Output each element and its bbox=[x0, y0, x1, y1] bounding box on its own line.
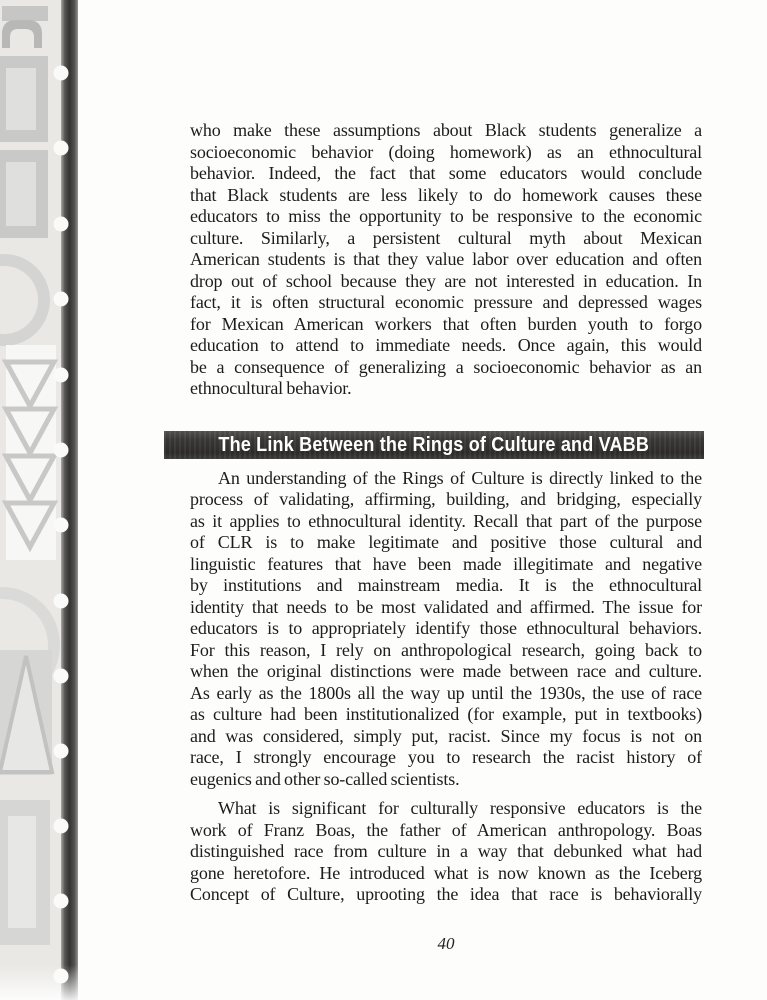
text-line: What is significant for culturally responsive educators is the bbox=[218, 798, 702, 818]
text-line: and was considered, simply put, racist. Since my focus is not on bbox=[190, 725, 702, 746]
page-number: 40 bbox=[437, 934, 455, 953]
text-line: For this reason, I rely on anthropological research, going back to bbox=[190, 639, 702, 660]
page-edge-decoration bbox=[0, 0, 80, 1000]
text-line: race, I strongly encourage you to research the racist history of bbox=[190, 747, 702, 767]
text-line: educators to miss the opportunity to be responsive to the economic bbox=[190, 206, 702, 226]
body-paragraph bbox=[190, 798, 702, 906]
text-line: be a consequence of generalizing a socioeconomic behavior as an bbox=[190, 356, 702, 377]
text-line: of CLR is to make legitimate and positive those cultural and bbox=[190, 532, 702, 552]
text-line: eugenics and other so-called scientists. bbox=[190, 768, 460, 789]
text-line: who make these assumptions about Black students generalize a bbox=[190, 120, 702, 140]
text-line: distinguished race from culture in a way that debunked what had bbox=[190, 841, 702, 861]
text-line: culture. Similarly, a persistent cultural myth about Mexican bbox=[190, 227, 702, 248]
text-line: identity that needs to be most validated and affirmed. The issue for bbox=[190, 596, 702, 617]
text-line: gone heretofore. He introduced what is now known as the Iceberg bbox=[190, 862, 702, 883]
text-line: drop out of school because they are not interested in education. In bbox=[190, 270, 702, 291]
text-line: educators is to appropriately identify those ethnocultural behaviors. bbox=[190, 618, 702, 638]
text-line: Concept of Culture, uprooting the idea that race is behaviorally bbox=[190, 884, 702, 904]
text-line: As early as the 1800s all the way up until the 1930s, the use of race bbox=[190, 682, 702, 703]
text-line: fact, it is often structural economic pressure and depressed wages bbox=[190, 292, 702, 312]
body-paragraph bbox=[190, 120, 702, 400]
text-line: An understanding of the Rings of Culture is directly linked to the bbox=[218, 467, 702, 488]
text-line: socioeconomic behavior (doing homework) as an ethnocultural bbox=[190, 141, 702, 162]
text-line: process of validating, affirming, building, and bridging, especially bbox=[190, 489, 702, 509]
text-line: that Black students are less likely to do homework causes these bbox=[190, 184, 702, 205]
text-line: behavior. Indeed, the fact that some educators would conclude bbox=[190, 163, 702, 183]
text-line: education to attend to immediate needs. Once again, this would bbox=[190, 335, 702, 355]
text-line: linguistic features that have been made illegitimate and negative bbox=[190, 553, 702, 574]
section-heading-banner bbox=[164, 431, 704, 459]
section-heading-text: The Link Between the Rings of Culture and VABB bbox=[218, 432, 650, 456]
text-line: when the original distinctions were made between race and culture. bbox=[190, 661, 702, 681]
body-paragraph bbox=[190, 468, 702, 791]
text-line: work of Franz Boas, the father of American anthropology. Boas bbox=[190, 819, 702, 840]
text-line: as it applies to ethnocultural identity. Recall that part of the purpose bbox=[190, 510, 702, 531]
text-column bbox=[190, 120, 702, 906]
text-line: by institutions and mainstream media. It is the ethnocultural bbox=[190, 575, 702, 595]
text-line: American students is that they value labor over education and often bbox=[190, 249, 702, 269]
text-line: as culture had been institutionalized (for example, put in textbooks) bbox=[190, 704, 702, 724]
text-line: ethnocultural behavior. bbox=[190, 378, 352, 398]
text-line: for Mexican American workers that often burden youth to forgo bbox=[190, 313, 702, 334]
